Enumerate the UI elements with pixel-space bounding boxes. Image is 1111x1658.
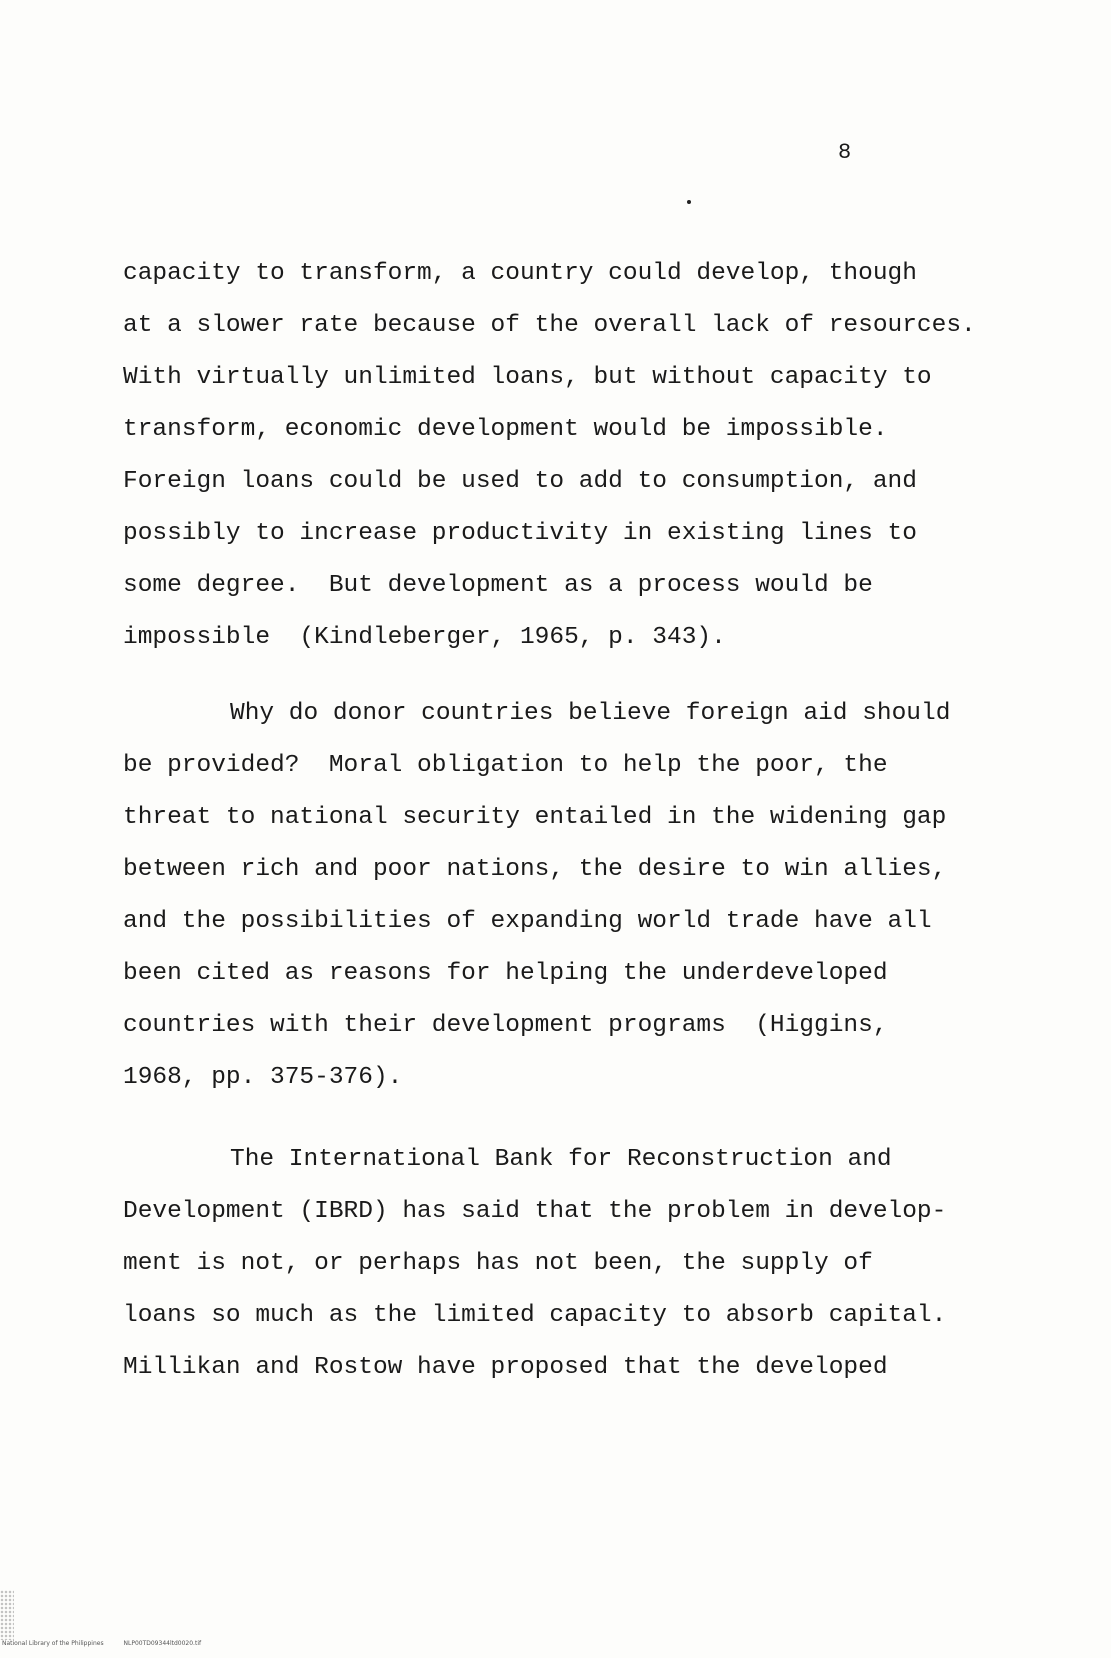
text-line: Why do donor countries believe foreign aid should (230, 700, 951, 727)
text-line: possibly to increase productivity in existing lines to (123, 520, 917, 547)
page-number: 8 (838, 140, 852, 165)
text-line: Development (IBRD) has said that the problem in develop- (123, 1198, 947, 1225)
paragraph-2 (123, 688, 1023, 1104)
text-line: countries with their development programs (Higgins, (123, 1012, 888, 1039)
text-line: Millikan and Rostow have proposed that the developed (123, 1354, 888, 1381)
text-line: Foreign loans could be used to add to consumption, and (123, 468, 917, 495)
text-line: The International Bank for Reconstruction and (230, 1146, 892, 1173)
text-line: between rich and poor nations, the desire to win allies, (123, 856, 947, 883)
text-line: be provided? Moral obligation to help the poor, the (123, 752, 888, 779)
paragraph-1 (123, 248, 1023, 664)
text-line: impossible (Kindleberger, 1965, p. 343). (123, 624, 726, 651)
text-line: threat to national security entailed in the widening gap (123, 804, 947, 831)
text-line: ment is not, or perhaps has not been, the supply of (123, 1250, 873, 1277)
text-line: With virtually unlimited loans, but without capacity to (123, 364, 932, 391)
scan-footer (2, 1640, 219, 1647)
text-line: loans so much as the limited capacity to absorb capital. (123, 1302, 947, 1329)
paragraph-3 (123, 1134, 1023, 1394)
text-line: been cited as reasons for helping the underdeveloped (123, 960, 888, 987)
text-line: some degree. But development as a process would be (123, 572, 873, 599)
scan-corner-mark (0, 1590, 14, 1640)
footer-source: National Library of the Philippines (2, 1640, 104, 1647)
text-line: and the possibilities of expanding world trade have all (123, 908, 932, 935)
scan-speck (687, 200, 691, 204)
text-line: transform, economic development would be impossible. (123, 416, 888, 443)
text-line: capacity to transform, a country could develop, though (123, 260, 917, 287)
footer-file: NLP00TD09344ltd0020.tif (123, 1640, 202, 1647)
text-line: 1968, pp. 375-376). (123, 1064, 403, 1091)
text-line: at a slower rate because of the overall lack of resources. (123, 312, 976, 339)
